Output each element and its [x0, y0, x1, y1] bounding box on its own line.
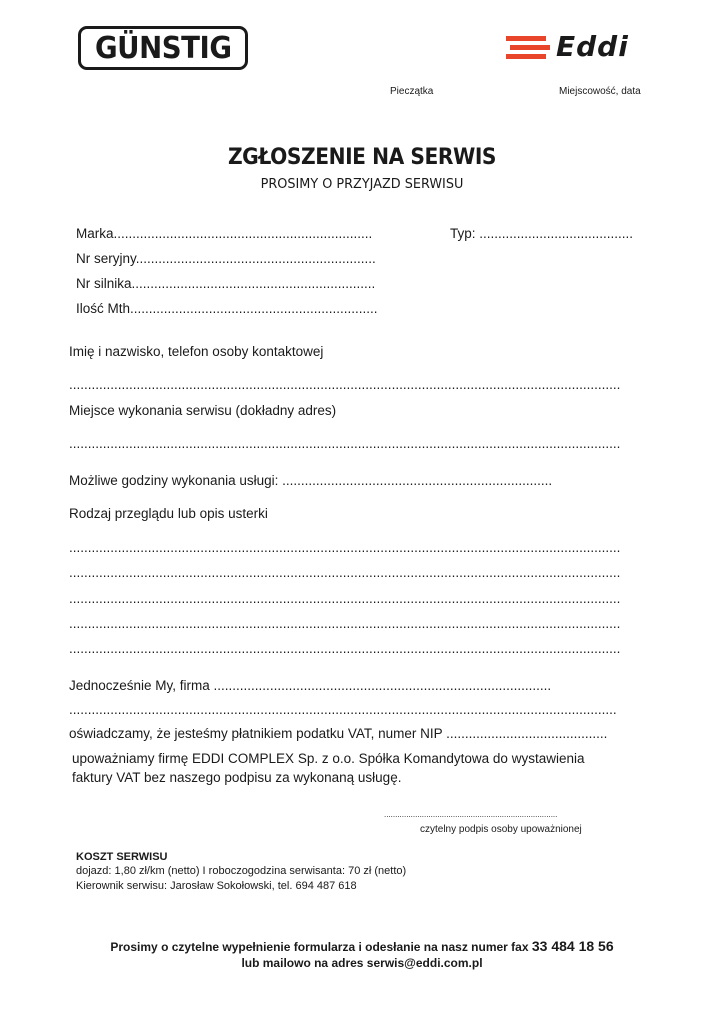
description-line-3[interactable]: ................................................................................................................................................... — [69, 591, 621, 606]
footer-line-1 — [0, 938, 724, 954]
authorization-line-2: faktury VAT bez naszego podpisu za wykonaną usługę. — [72, 770, 402, 785]
location-input-line[interactable]: ................................................................................................................................................... — [69, 436, 621, 451]
contact-input-line[interactable]: ................................................................................................................................................... — [69, 377, 621, 392]
contact-label: Imię i nazwisko, telefon osoby kontaktowej — [69, 344, 324, 359]
place-date-label: Miejscowość, data — [559, 86, 641, 97]
brand-field[interactable]: Marka..................................................................... — [76, 226, 373, 241]
description-line-2[interactable]: ................................................................................................................................................... — [69, 565, 621, 580]
eddi-logo-text: Eddi — [556, 30, 629, 63]
location-label: Miejsce wykonania serwisu (dokładny adres) — [69, 403, 337, 418]
engine-number-field[interactable]: Nr silnika................................................................. — [76, 276, 376, 291]
eddi-logo-stripes-icon — [506, 36, 552, 60]
stamp-label: Pieczątka — [390, 86, 434, 97]
cost-rates: dojazd: 1,80 zł/km (netto) I roboczogodzina serwisanta: 70 zł (netto) — [76, 865, 407, 877]
description-line-1[interactable]: ................................................................................................................................................... — [69, 540, 621, 555]
page-title: ZGŁOSZENIE NA SERWIS — [227, 145, 497, 170]
gunstig-logo-text: GÜNSTIG — [94, 30, 232, 66]
signature-label: czytelny podpis osoby upoważnionej — [420, 824, 582, 835]
footer-email-line: lub mailowo na adres serwis@eddi.com.pl — [241, 956, 483, 970]
type-field[interactable]: Typ: ......................................... — [450, 226, 634, 241]
gunstig-logo — [78, 26, 248, 70]
engine-hours-field[interactable]: Ilość Mth.................................................................. — [76, 301, 378, 316]
company-input-line[interactable]: .................................................................................................................................................. — [69, 702, 617, 717]
description-line-5[interactable]: ................................................................................................................................................... — [69, 641, 621, 656]
eddi-logo — [506, 30, 656, 63]
description-label: Rodzaj przeglądu lub opis usterki — [69, 506, 268, 521]
serial-number-field[interactable]: Nr seryjny................................................................ — [76, 251, 376, 266]
footer-instruction: Prosimy o czytelne wypełnienie formularza i odesłanie na nasz numer fax — [110, 940, 529, 954]
company-field[interactable]: Jednocześnie My, firma .......................................................................................... — [69, 678, 552, 693]
cost-heading: KOSZT SERWISU — [76, 851, 168, 863]
page-subtitle: PROSIMY O PRZYJAZD SERWISU — [260, 176, 464, 192]
service-hours-field[interactable]: Możliwe godziny wykonania usługi: ........................................................................ — [69, 473, 553, 488]
vat-nip-field[interactable]: oświadczamy, że jesteśmy płatnikiem podatku VAT, numer NIP ........................................... — [69, 726, 608, 741]
service-manager-contact: Kierownik serwisu: Jarosław Sokołowski, tel. 694 487 618 — [76, 880, 357, 892]
authorization-line-1: upoważniamy firmę EDDI COMPLEX Sp. z o.o. Spółka Komandytowa do wystawienia — [72, 751, 585, 766]
signature-line[interactable]: .............................................................................. — [384, 810, 558, 819]
description-line-4[interactable]: ................................................................................................................................................... — [69, 616, 621, 631]
fax-number: 33 484 18 56 — [531, 938, 614, 954]
